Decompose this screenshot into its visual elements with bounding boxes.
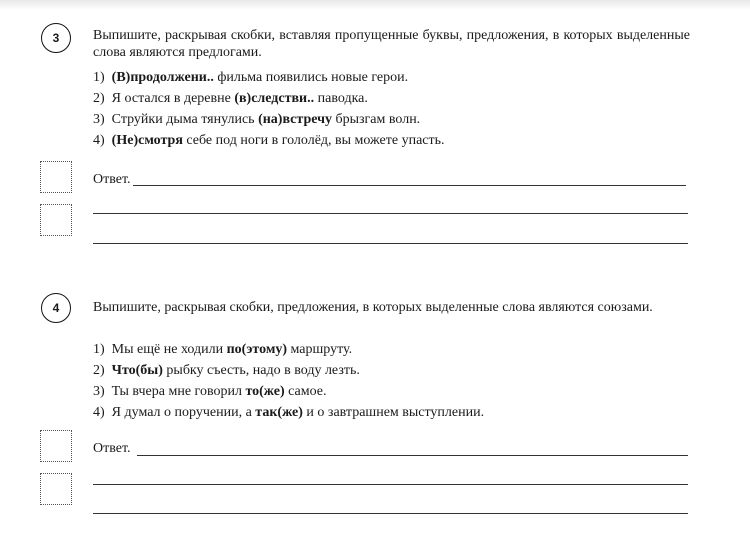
option-text-after: паводка. (314, 91, 368, 106)
option-bold-word: по(этому) (226, 342, 288, 357)
task-number-badge: 4 (41, 293, 71, 323)
answer-label: Ответ. (93, 172, 131, 187)
option-item (93, 383, 326, 400)
option-item (93, 90, 368, 107)
option-number: 2) (93, 91, 105, 106)
answer-line[interactable] (93, 513, 688, 514)
option-bold-word: (на)встречу (258, 112, 332, 127)
option-text-after: фильма появились новые герои. (213, 70, 409, 85)
option-number: 4) (93, 405, 105, 420)
option-text-before: Ты вчера мне говорил (111, 384, 246, 399)
option-number: 1) (93, 342, 105, 357)
answer-line[interactable] (137, 455, 688, 456)
option-text-before: Я думал о поручении, а (111, 405, 256, 420)
option-item (93, 404, 484, 421)
option-text-after: брызгам волн. (332, 112, 421, 127)
answer-box[interactable] (40, 473, 72, 505)
answer-box[interactable] (40, 430, 72, 462)
answer-line[interactable] (93, 243, 688, 244)
option-text-before: Я остался в деревне (111, 91, 235, 106)
option-text-after: самое. (284, 384, 327, 399)
option-item (93, 69, 408, 86)
page-top-shadow (0, 0, 750, 10)
option-text-before: Струйки дыма тянулись (111, 112, 259, 127)
answer-box[interactable] (40, 161, 72, 193)
option-bold-word: (В)продолжени.. (111, 70, 214, 85)
option-number: 3) (93, 384, 105, 399)
task-instruction: Выпишите, раскрывая скобки, вставляя пропущенные буквы, предложения, в которых выделенные слова являются предлогами. (93, 28, 690, 60)
option-item (93, 362, 360, 379)
answer-line[interactable] (133, 185, 686, 186)
option-item (93, 132, 445, 149)
option-item (93, 341, 352, 358)
option-item (93, 111, 420, 128)
option-bold-word: (в)следстви.. (234, 91, 315, 106)
task-number-badge: 3 (41, 23, 71, 53)
option-bold-word: так(же) (255, 405, 303, 420)
option-bold-word: (Не)смотря (111, 133, 183, 148)
answer-line[interactable] (93, 484, 688, 485)
option-text-after: маршруту. (287, 342, 353, 357)
option-number: 1) (93, 70, 105, 85)
answer-line[interactable] (93, 213, 688, 214)
option-bold-word: то(же) (245, 384, 285, 399)
option-text-before: Мы ещё не ходили (111, 342, 227, 357)
task-instruction: Выпишите, раскрывая скобки, предложения, в которых выделенные слова являются союзами. (93, 300, 653, 315)
option-text-after: себе под ноги в гололёд, вы можете упасть. (182, 133, 445, 148)
option-number: 2) (93, 363, 105, 378)
answer-box[interactable] (40, 204, 72, 236)
option-number: 4) (93, 133, 105, 148)
option-text-after: рыбку съесть, надо в воду лезть. (162, 363, 360, 378)
option-number: 3) (93, 112, 105, 127)
answer-label: Ответ. (93, 441, 131, 456)
option-bold-word: Что(бы) (111, 363, 163, 378)
option-text-after: и о завтрашнем выступлении. (302, 405, 485, 420)
